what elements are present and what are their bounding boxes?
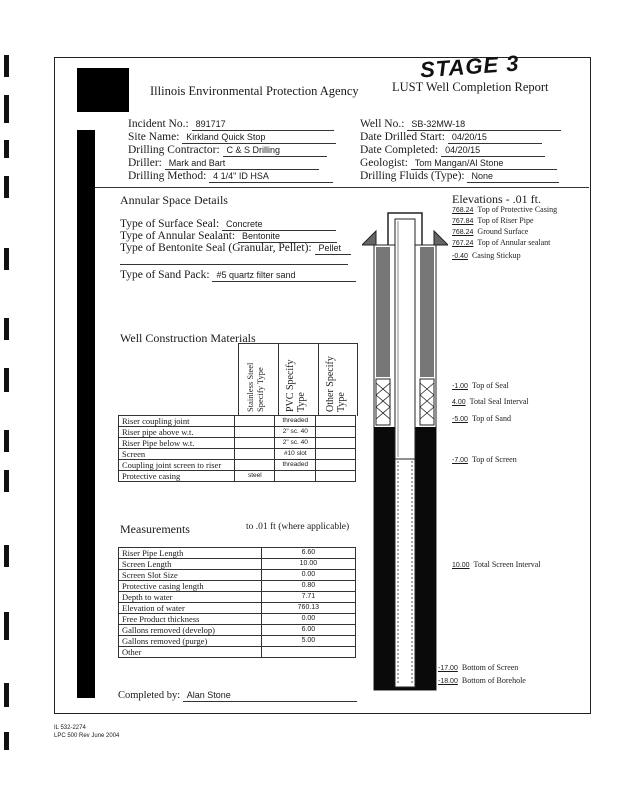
col-other: Other Specify Type [325, 356, 347, 412]
table-row [119, 548, 356, 559]
table-row [119, 647, 356, 658]
elevation-item: 767.84 Top of Riser Pipe [452, 216, 534, 225]
material-item: Protective casing [119, 471, 235, 482]
bentonite-seal-value: Pellet [315, 243, 351, 255]
pvc-cell: threaded [275, 460, 316, 471]
table-row [119, 416, 356, 427]
binder-mark [4, 683, 9, 707]
well-no: Well No.: SB-32MW-18 [360, 118, 561, 131]
date-drilled-start-value: 04/20/15 [448, 132, 542, 144]
measurement-value: 6.00 [261, 625, 355, 636]
well-no-value: SB-32MW-18 [407, 119, 561, 131]
redaction-block [77, 68, 129, 112]
agency-name: Illinois Environmental Protection Agency [150, 84, 359, 98]
measurement-item: Other [119, 647, 262, 658]
elevation-item: -0.40 Casing Stickup [452, 251, 521, 260]
binder-mark [4, 248, 9, 270]
elev-top-of-seal: -1.00 Top of Seal [452, 381, 509, 390]
measurement-value: 0.80 [261, 581, 355, 592]
binder-mark [4, 545, 9, 567]
binder-mark [4, 732, 9, 750]
elev-top-of-sand: -5.00 Top of Sand [452, 414, 511, 423]
measurement-item: Gallons removed (purge) [119, 636, 262, 647]
elev-bottom-of-borehole: -18.00 Bottom of Borehole [438, 676, 526, 685]
table-row [119, 460, 356, 471]
concrete-pad-left [362, 231, 376, 245]
pvc-cell: #10 slot [275, 449, 316, 460]
materials-title: Well Construction Materials [120, 331, 256, 345]
binder-mark [4, 140, 9, 158]
concrete-pad-right [434, 231, 448, 245]
drilling-fluids-value: None [467, 171, 559, 183]
other-cell [316, 471, 356, 482]
site-name: Site Name: Kirkland Quick Stop [128, 131, 336, 144]
stainless-cell [235, 438, 275, 449]
blank-line [120, 264, 348, 265]
stainless-cell: steel [235, 471, 275, 482]
form-number-2: LPC 500 Rev June 2004 [54, 733, 120, 739]
binder-mark [4, 612, 9, 640]
drilling-contractor: Drilling Contractor: C & S Drilling [128, 144, 327, 157]
table-row [119, 471, 356, 482]
measurement-value: 0.00 [261, 570, 355, 581]
table-row [119, 438, 356, 449]
material-item: Riser coupling joint [119, 416, 235, 427]
table-row [119, 581, 356, 592]
section-divider [95, 187, 589, 188]
other-cell [316, 416, 356, 427]
drilling-method-value: 4 1/4" ID HSA [209, 171, 333, 183]
measurement-item: Free Product thickness [119, 614, 262, 625]
material-item: Riser pipe above w.t. [119, 427, 235, 438]
geologist-value: Tom Mangan/Al Stone [411, 158, 557, 170]
table-row [119, 614, 356, 625]
material-item: Riser Pipe below w.t. [119, 438, 235, 449]
elev-total-seal-interval: 4.00 Total Seal Interval [452, 397, 529, 406]
incident-no-value: 891717 [192, 119, 334, 131]
measurement-value: 760.13 [261, 603, 355, 614]
table-row [119, 449, 356, 460]
elevation-item: 767.24 Top of Annular sealant [452, 238, 551, 247]
materials-table [118, 415, 356, 482]
elevations-title: Elevations - .01 ft. [452, 192, 541, 206]
table-row [119, 592, 356, 603]
geologist: Geologist: Tom Mangan/Al Stone [360, 157, 557, 170]
other-cell [316, 449, 356, 460]
completed-by-value: Alan Stone [183, 690, 357, 702]
form-number-1: IL 532-2274 [54, 725, 86, 731]
elevation-item: 768.24 Ground Surface [452, 227, 529, 236]
measurement-value: 7.71 [261, 592, 355, 603]
other-cell [316, 460, 356, 471]
binder-mark [4, 95, 9, 123]
completed-by: Completed by: Alan Stone [118, 689, 357, 702]
col-pvc: PVC Specify Type [285, 359, 307, 412]
measurement-item: Gallons removed (develop) [119, 625, 262, 636]
sand-pack-value: #5 quartz filter sand [212, 270, 356, 282]
elevations-top-list [452, 205, 557, 262]
elev-top-of-screen: -7.00 Top of Screen [452, 455, 517, 464]
stainless-cell [235, 416, 275, 427]
report-title: LUST Well Completion Report [392, 80, 549, 94]
drilling-method: Drilling Method: 4 1/4" ID HSA [128, 170, 333, 183]
annular-sealant-value: Bentonite [238, 231, 337, 243]
table-row [119, 570, 356, 581]
redaction-bar [77, 130, 95, 698]
binder-mark [4, 470, 9, 492]
binder-mark [4, 368, 9, 392]
table-row [119, 636, 356, 647]
incident-no: Incident No.: 891717 [128, 118, 334, 131]
table-row [119, 559, 356, 570]
material-item: Screen [119, 449, 235, 460]
date-completed: Date Completed: 04/20/15 [360, 144, 545, 157]
measurement-value: 10.00 [261, 559, 355, 570]
annular-sealant-left [376, 247, 390, 377]
date-drilled-start: Date Drilled Start: 04/20/15 [360, 131, 542, 144]
measurement-value: 0.00 [261, 614, 355, 625]
elev-bottom-of-screen: -17.00 Bottom of Screen [438, 663, 519, 672]
measurement-item: Riser Pipe Length [119, 548, 262, 559]
bentonite-seal-left [376, 379, 390, 425]
stainless-cell [235, 449, 275, 460]
pvc-cell: 2" sc. 40 [275, 427, 316, 438]
measurement-value: 6.60 [261, 548, 355, 559]
column-divider [278, 344, 279, 416]
date-completed-value: 04/20/15 [441, 145, 545, 157]
pvc-cell: 2" sc. 40 [275, 438, 316, 449]
drilling-contractor-value: C & S Drilling [223, 145, 327, 157]
measurement-item: Depth to water [119, 592, 262, 603]
table-row [119, 625, 356, 636]
other-cell [316, 427, 356, 438]
measurement-value: 5.00 [261, 636, 355, 647]
measurements-title: Measurements [120, 522, 190, 536]
measurement-value [261, 647, 355, 658]
materials-column-headers [238, 343, 358, 416]
site-name-value: Kirkland Quick Stop [182, 132, 336, 144]
bentonite-seal-right [420, 379, 434, 425]
table-row [119, 603, 356, 614]
col-stainless: Stainless Steel Specify Type [245, 362, 265, 412]
measurement-item: Screen Length [119, 559, 262, 570]
stage-stamp: STAGE 3 [419, 50, 521, 83]
other-cell [316, 438, 356, 449]
binder-mark [4, 55, 9, 77]
material-item: Coupling joint screen to riser [119, 460, 235, 471]
bentonite-seal: Type of Bentonite Seal (Granular, Pellet): Pellet [120, 242, 351, 255]
binder-mark [4, 318, 9, 340]
driller-value: Mark and Bart [165, 158, 319, 170]
surface-seal-value: Concrete [222, 219, 336, 231]
measurement-item: Protective casing length [119, 581, 262, 592]
binder-mark [4, 176, 9, 198]
elev-total-screen-interval: 10.00 Total Screen Interval [452, 560, 541, 569]
measurement-item: Elevation of water [119, 603, 262, 614]
driller: Driller: Mark and Bart [128, 157, 319, 170]
annular-sealant: Type of Annular Sealant: Bentonite [120, 230, 337, 243]
drilling-fluids: Drilling Fluids (Type): None [360, 170, 559, 183]
sand-pack: Type of Sand Pack: #5 quartz filter sand [120, 269, 356, 282]
column-divider [318, 344, 319, 416]
annular-title: Annular Space Details [120, 193, 228, 207]
pvc-cell: threaded [275, 416, 316, 427]
binder-mark [4, 430, 9, 452]
annular-sealant-right [420, 247, 434, 377]
elevation-item: 768.24 Top of Protective Casing [452, 205, 558, 214]
well-diagram [362, 205, 448, 700]
stainless-cell [235, 427, 275, 438]
measurements-note: to .01 ft (where applicable) [246, 522, 350, 532]
stainless-cell [235, 460, 275, 471]
pvc-cell [275, 471, 316, 482]
table-row [119, 427, 356, 438]
surface-seal: Type of Surface Seal: Concrete [120, 218, 336, 231]
measurement-item: Screen Slot Size [119, 570, 262, 581]
measurements-table [118, 547, 356, 658]
